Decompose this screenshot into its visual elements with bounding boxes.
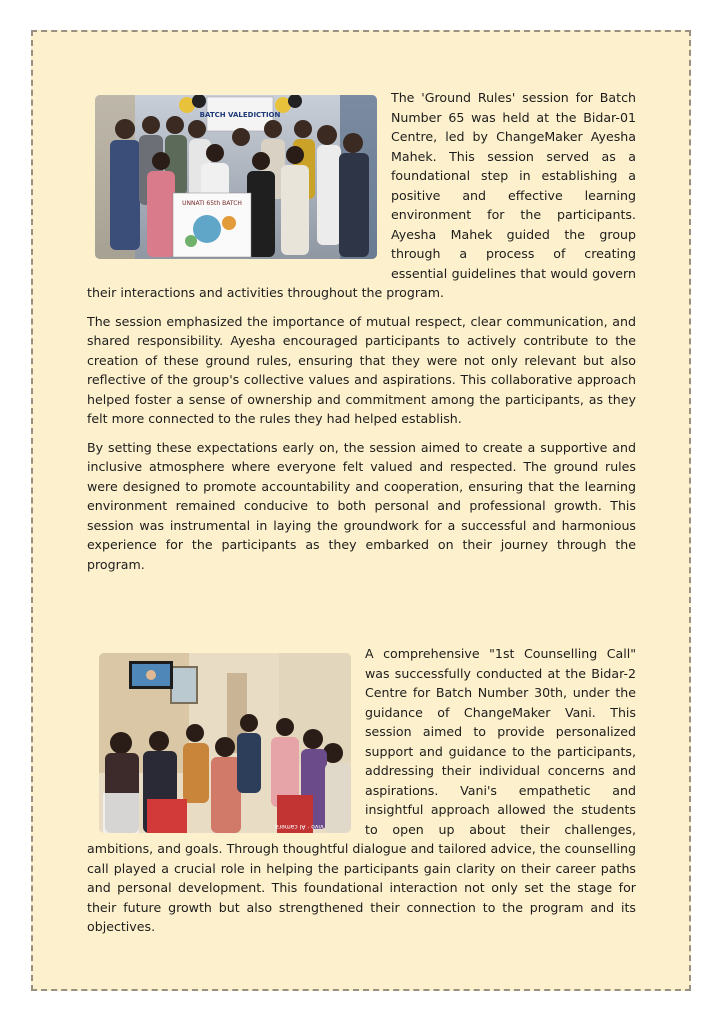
counselling-call-photo [99,653,351,833]
photo-watermark: vivo · AI camera [275,823,324,830]
poster-text: UNNATI 65th BATCH [182,200,242,207]
paragraph: The session emphasized the importance of mutual respect, clear communication, and shared responsibility. Ayesha encouraged participants to actively contribute to the creation of these ground rules, ensuring that they were not only relevant but also reflective of the group's collective values and aspirations. This collaborative approach helped foster a sense of ownership and commitment among the participants, as they felt more connected to the rules they had helped establish. [87,313,636,426]
paragraph: A comprehensive "1st Counselling Call" was successfully conducted at the Bidar-2 Centre for Batch Number 30th, under the guidance of ChangeMaker Vani. This session aimed to provide personalized support and guidance to the participants, addressing their individual concerns and aspirations. Vani's empathetic and insightful approach allowed the students to open up about their challenges, ambitions, and goals. Through thoughtful dialogue and tailored advice, the counselling call played a crucial role in helping the participants gain clarity on their career paths and personal development. This foundational interaction not only set the stage for their future growth but also strengthened their connection to the program and its objectives. [87,646,636,934]
ground-rules-group-photo [95,95,377,259]
banner-text: BATCH VALEDICTION [199,111,281,119]
paragraph: By setting these expectations early on, the session aimed to create a supportive and inclusive atmosphere where everyone felt valued and respected. The ground rules were designed to promote accountability and cooperation, ensuring that the learning environment remained conducive to both personal and professional growth. This session was instrumental in laying the groundwork for a successful and harmonious experience for the participants as they embarked on their journey through the program. [87,439,636,572]
paragraph: The 'Ground Rules' session for Batch Number 65 was held at the Bidar-01 Centre, led by ChangeMaker Ayesha Mahek. This session served as a foundational step in establishing a positive and effective learning environment for the participants. Ayesha Mahek guided the group through a process of creating essential guidelines that would govern their interactions and activities throughout the program. [87,90,636,300]
section-spacer [87,583,636,615]
document-body [87,88,636,946]
